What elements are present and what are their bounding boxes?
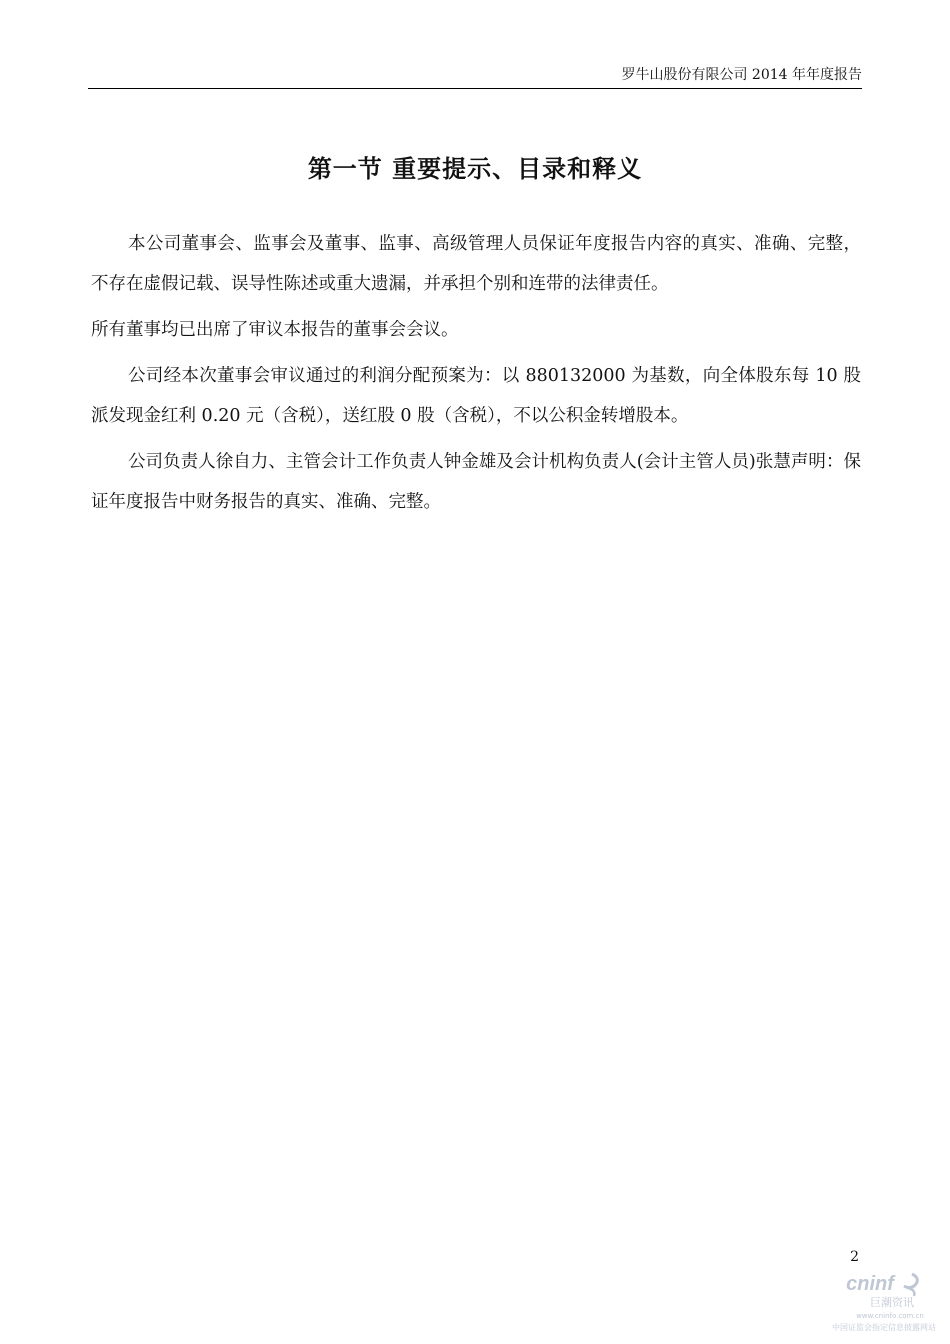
watermark-org: 中国证监会指定信息披露网站 [832, 1323, 936, 1332]
paragraph-responsible-persons: 公司负责人徐自力、主管会计工作负责人钟金雄及会计机构负责人(会计主管人员)张慧声明：保证年度报告中财务报告的真实、准确、完整。 [91, 452, 861, 512]
watermark-url: www.cninfo.com.cn [856, 1312, 924, 1320]
page-number: 2 [850, 1249, 859, 1265]
paragraph-board-guarantee: 本公司董事会、监事会及董事、监事、高级管理人员保证年度报告内容的真实、准确、完整，不存在虚假记载、误导性陈述或重大遗漏，并承担个别和连带的法律责任。 [91, 234, 861, 294]
watermark-logo-text: cninf [846, 1273, 894, 1295]
section-title: 第一节 重要提示、目录和释义 [307, 154, 643, 183]
cninfo-watermark-logo [826, 1266, 936, 1336]
paragraph-profit-distribution: 公司经本次董事会审议通过的利润分配预案为：以 880132000 为基数，向全体股东每 10 股派发现金红利 0.20 元（含税），送红股 0 股（含税），不以公积金转增股本。 [91, 366, 861, 426]
report-header: 罗牛山股份有限公司 2014 年年度报告 [621, 67, 862, 83]
watermark-swirl-icon [904, 1274, 917, 1288]
header-divider [88, 88, 862, 89]
watermark-brand-cn: 巨潮资讯 [870, 1296, 914, 1309]
paragraph-directors-attendance: 所有董事均已出席了审议本报告的董事会会议。 [91, 320, 459, 340]
